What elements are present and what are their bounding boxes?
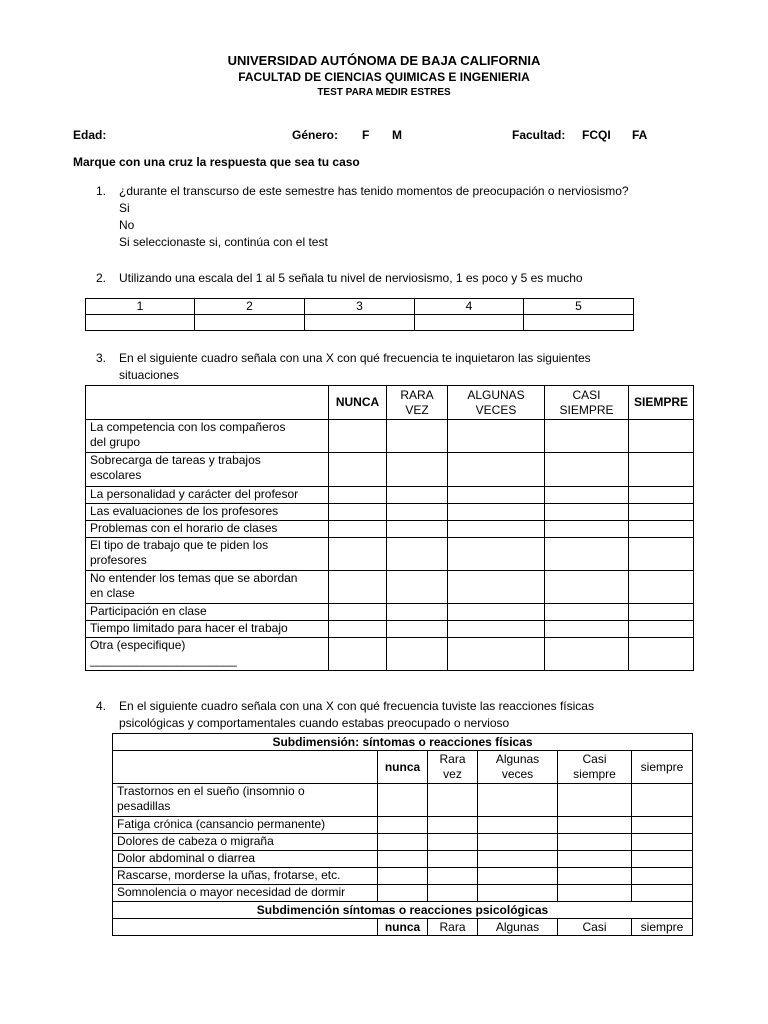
table-row bbox=[113, 784, 693, 817]
faculty-title: FACULTAD DE CIENCIAS QUIMICAS E INGENIERIA bbox=[238, 70, 530, 84]
faculty-option-fcqi[interactable]: FCQI bbox=[582, 128, 611, 142]
situation-label: La competencia con los compañeros del grupo bbox=[86, 420, 329, 453]
situation-label: Las evaluaciones de los profesores bbox=[86, 504, 329, 521]
reaction-label: Dolores de cabeza o migraña bbox=[113, 834, 378, 851]
answer-cell[interactable] bbox=[545, 487, 629, 504]
table-row bbox=[113, 868, 693, 885]
answer-cell[interactable] bbox=[448, 453, 545, 487]
answer-cell[interactable] bbox=[387, 571, 448, 604]
answer-cell[interactable] bbox=[558, 851, 632, 868]
q4-number: 4. bbox=[96, 699, 107, 713]
answer-cell[interactable] bbox=[387, 604, 448, 621]
col-rara-vez: Rara vez bbox=[428, 751, 478, 784]
q3-text-line2: situaciones bbox=[119, 368, 180, 382]
scale-header-3: 3 bbox=[305, 299, 415, 315]
answer-cell[interactable] bbox=[545, 504, 629, 521]
gender-label: Género: bbox=[292, 128, 339, 142]
answer-cell[interactable] bbox=[629, 521, 694, 538]
answer-cell[interactable] bbox=[387, 638, 448, 671]
answer-cell[interactable] bbox=[629, 504, 694, 521]
answer-cell[interactable] bbox=[545, 420, 629, 453]
answer-cell[interactable] bbox=[329, 538, 387, 571]
answer-cell[interactable] bbox=[448, 487, 545, 504]
q1-number: 1. bbox=[96, 184, 107, 198]
answer-cell[interactable] bbox=[632, 834, 693, 851]
answer-cell[interactable] bbox=[428, 834, 478, 851]
answer-cell[interactable] bbox=[448, 604, 545, 621]
answer-cell[interactable] bbox=[387, 621, 448, 638]
situation-label-other[interactable]: Otra (especifique) ______________________ bbox=[86, 638, 329, 671]
col-rara: Rara bbox=[428, 919, 478, 936]
reaction-label: Dolor abdominal o diarrea bbox=[113, 851, 378, 868]
situation-label: La personalidad y carácter del profesor bbox=[86, 487, 329, 504]
answer-cell[interactable] bbox=[632, 784, 693, 817]
answer-cell[interactable] bbox=[545, 538, 629, 571]
table-row bbox=[113, 834, 693, 851]
answer-cell[interactable] bbox=[629, 604, 694, 621]
col-nunca: nunca bbox=[378, 751, 428, 784]
q4-text-line2: psicológicas y comportamentales cuando estabas preocupado o nervioso bbox=[119, 716, 510, 730]
scale-header-2: 2 bbox=[195, 299, 305, 315]
q3-number: 3. bbox=[96, 351, 107, 365]
answer-cell[interactable] bbox=[329, 453, 387, 487]
reactions-table bbox=[112, 733, 693, 936]
gender-option-m[interactable]: M bbox=[392, 128, 402, 142]
test-title: TEST PARA MEDIR ESTRES bbox=[317, 87, 451, 98]
answer-cell[interactable] bbox=[387, 487, 448, 504]
answer-cell[interactable] bbox=[478, 868, 558, 885]
reaction-label: Fatiga crónica (cansancio permanente) bbox=[113, 817, 378, 834]
col-algunas-veces: ALGUNAS VECES bbox=[448, 386, 545, 420]
answer-cell[interactable] bbox=[629, 621, 694, 638]
q2-text: Utilizando una escala del 1 al 5 señala tu nivel de nerviosismo, 1 es poco y 5 es mucho bbox=[119, 271, 583, 285]
q4-text-line1: En el siguiente cuadro señala con una X con qué frecuencia tuviste las reacciones físicas bbox=[119, 699, 594, 713]
answer-cell[interactable] bbox=[448, 420, 545, 453]
university-title: UNIVERSIDAD AUTÓNOMA DE BAJA CALIFORNIA bbox=[227, 53, 541, 68]
age-label: Edad: bbox=[73, 128, 107, 142]
scale-cell-2[interactable] bbox=[195, 315, 305, 331]
scale-cell-1[interactable] bbox=[86, 315, 195, 331]
col-casi-siempre: CASI SIEMPRE bbox=[545, 386, 629, 420]
answer-cell[interactable] bbox=[428, 784, 478, 817]
physical-subdimension-title: Subdimensión: síntomas o reacciones físicas bbox=[113, 734, 693, 751]
q1-option-yes[interactable]: Si bbox=[119, 201, 130, 215]
col-siempre: SIEMPRE bbox=[629, 386, 694, 420]
table-row bbox=[86, 638, 694, 671]
instructions: Marque con una cruz la respuesta que sea tu caso bbox=[73, 155, 360, 169]
table-row bbox=[113, 817, 693, 834]
answer-cell[interactable] bbox=[545, 621, 629, 638]
answer-cell[interactable] bbox=[629, 638, 694, 671]
answer-cell[interactable] bbox=[448, 521, 545, 538]
table-row bbox=[86, 538, 694, 571]
answer-cell[interactable] bbox=[329, 521, 387, 538]
situation-label: Sobrecarga de tareas y trabajos escolares bbox=[86, 453, 329, 487]
answer-cell[interactable] bbox=[629, 571, 694, 604]
answer-cell[interactable] bbox=[387, 420, 448, 453]
psychological-subdimension-title: Subdimención síntomas o reacciones psicológicas bbox=[113, 902, 693, 919]
answer-cell[interactable] bbox=[448, 621, 545, 638]
situation-label: Tiempo limitado para hacer el trabajo bbox=[86, 621, 329, 638]
q3-text-line1: En el siguiente cuadro señala con una X con qué frecuencia te inquietaron las siguientes bbox=[119, 351, 591, 365]
col-nunca: nunca bbox=[378, 919, 428, 936]
answer-cell[interactable] bbox=[629, 487, 694, 504]
answer-cell[interactable] bbox=[428, 851, 478, 868]
answer-cell[interactable] bbox=[629, 453, 694, 487]
reaction-label: Somnolencia o mayor necesidad de dormir bbox=[113, 885, 378, 902]
answer-cell[interactable] bbox=[387, 453, 448, 487]
answer-cell[interactable] bbox=[329, 420, 387, 453]
scale-header-5: 5 bbox=[524, 299, 634, 315]
answer-cell[interactable] bbox=[478, 784, 558, 817]
scale-header-4: 4 bbox=[415, 299, 524, 315]
table-row bbox=[86, 487, 694, 504]
table-row bbox=[86, 521, 694, 538]
answer-cell[interactable] bbox=[387, 521, 448, 538]
answer-cell[interactable] bbox=[428, 817, 478, 834]
situations-table bbox=[85, 385, 694, 671]
answer-cell[interactable] bbox=[629, 538, 694, 571]
answer-cell[interactable] bbox=[329, 621, 387, 638]
answer-cell[interactable] bbox=[448, 538, 545, 571]
table-row bbox=[86, 453, 694, 487]
col-casi-siempre: Casi siempre bbox=[558, 751, 632, 784]
answer-cell[interactable] bbox=[629, 420, 694, 453]
answer-cell[interactable] bbox=[478, 885, 558, 902]
answer-cell[interactable] bbox=[558, 868, 632, 885]
answer-cell[interactable] bbox=[558, 885, 632, 902]
scale-cell-5[interactable] bbox=[524, 315, 634, 331]
answer-cell[interactable] bbox=[448, 504, 545, 521]
answer-cell[interactable] bbox=[329, 638, 387, 671]
answer-cell[interactable] bbox=[448, 571, 545, 604]
answer-cell[interactable] bbox=[378, 885, 428, 902]
answer-cell[interactable] bbox=[558, 817, 632, 834]
faculty-option-fa[interactable]: FA bbox=[632, 128, 648, 142]
q1-option-no[interactable]: No bbox=[119, 218, 135, 232]
answer-cell[interactable] bbox=[478, 834, 558, 851]
answer-cell[interactable] bbox=[378, 834, 428, 851]
answer-cell[interactable] bbox=[632, 868, 693, 885]
answer-cell[interactable] bbox=[329, 487, 387, 504]
col-casi: Casi bbox=[558, 919, 632, 936]
table-row bbox=[113, 885, 693, 902]
answer-cell[interactable] bbox=[378, 868, 428, 885]
q1-text: ¿durante el transcurso de este semestre has tenido momentos de preocupación o nerviosismo? bbox=[119, 184, 629, 198]
scale-header-1: 1 bbox=[86, 299, 195, 315]
table-row bbox=[86, 504, 694, 521]
reaction-label: Trastornos en el sueño (insomnio o pesadillas bbox=[113, 784, 378, 817]
col-siempre: siempre bbox=[632, 919, 693, 936]
table-row bbox=[113, 851, 693, 868]
answer-cell[interactable] bbox=[387, 538, 448, 571]
answer-cell[interactable] bbox=[378, 817, 428, 834]
scale-cell-3[interactable] bbox=[305, 315, 415, 331]
answer-cell[interactable] bbox=[632, 885, 693, 902]
answer-cell[interactable] bbox=[329, 604, 387, 621]
answer-cell[interactable] bbox=[428, 885, 478, 902]
answer-cell[interactable] bbox=[558, 834, 632, 851]
answer-cell[interactable] bbox=[329, 571, 387, 604]
q1-note: Si seleccionaste si, continúa con el test bbox=[119, 235, 328, 249]
answer-cell[interactable] bbox=[632, 851, 693, 868]
answer-cell[interactable] bbox=[545, 453, 629, 487]
situation-label: El tipo de trabajo que te piden los profesores bbox=[86, 538, 329, 571]
col-siempre: siempre bbox=[632, 751, 693, 784]
scale-table bbox=[85, 298, 634, 331]
answer-cell[interactable] bbox=[428, 868, 478, 885]
q2-number: 2. bbox=[96, 271, 107, 285]
answer-cell[interactable] bbox=[545, 638, 629, 671]
answer-cell[interactable] bbox=[478, 851, 558, 868]
reactions-header-blank bbox=[113, 751, 378, 784]
table-row bbox=[86, 621, 694, 638]
reaction-label: Rascarse, morderse la uñas, frotarse, etc. bbox=[113, 868, 378, 885]
col-algunas-veces: Algunas veces bbox=[478, 751, 558, 784]
situation-label: Problemas con el horario de clases bbox=[86, 521, 329, 538]
situation-label: No entender los temas que se abordan en clase bbox=[86, 571, 329, 604]
answer-cell[interactable] bbox=[545, 521, 629, 538]
faculty-label: Facultad: bbox=[512, 128, 566, 142]
answer-cell[interactable] bbox=[545, 571, 629, 604]
answer-cell[interactable] bbox=[378, 851, 428, 868]
table-row bbox=[86, 604, 694, 621]
answer-cell[interactable] bbox=[545, 604, 629, 621]
situations-header-blank bbox=[86, 386, 329, 420]
situation-label: Participación en clase bbox=[86, 604, 329, 621]
answer-cell[interactable] bbox=[632, 817, 693, 834]
gender-option-f[interactable]: F bbox=[362, 128, 370, 142]
scale-cell-4[interactable] bbox=[415, 315, 524, 331]
answer-cell[interactable] bbox=[387, 504, 448, 521]
answer-cell[interactable] bbox=[448, 638, 545, 671]
col-rara-vez: RARA VEZ bbox=[387, 386, 448, 420]
table-row bbox=[86, 571, 694, 604]
answer-cell[interactable] bbox=[378, 784, 428, 817]
col-nunca: NUNCA bbox=[329, 386, 387, 420]
answer-cell[interactable] bbox=[478, 817, 558, 834]
table-row bbox=[86, 420, 694, 453]
answer-cell[interactable] bbox=[329, 504, 387, 521]
answer-cell[interactable] bbox=[558, 784, 632, 817]
col-algunas: Algunas bbox=[478, 919, 558, 936]
reactions-header-blank bbox=[113, 919, 378, 936]
